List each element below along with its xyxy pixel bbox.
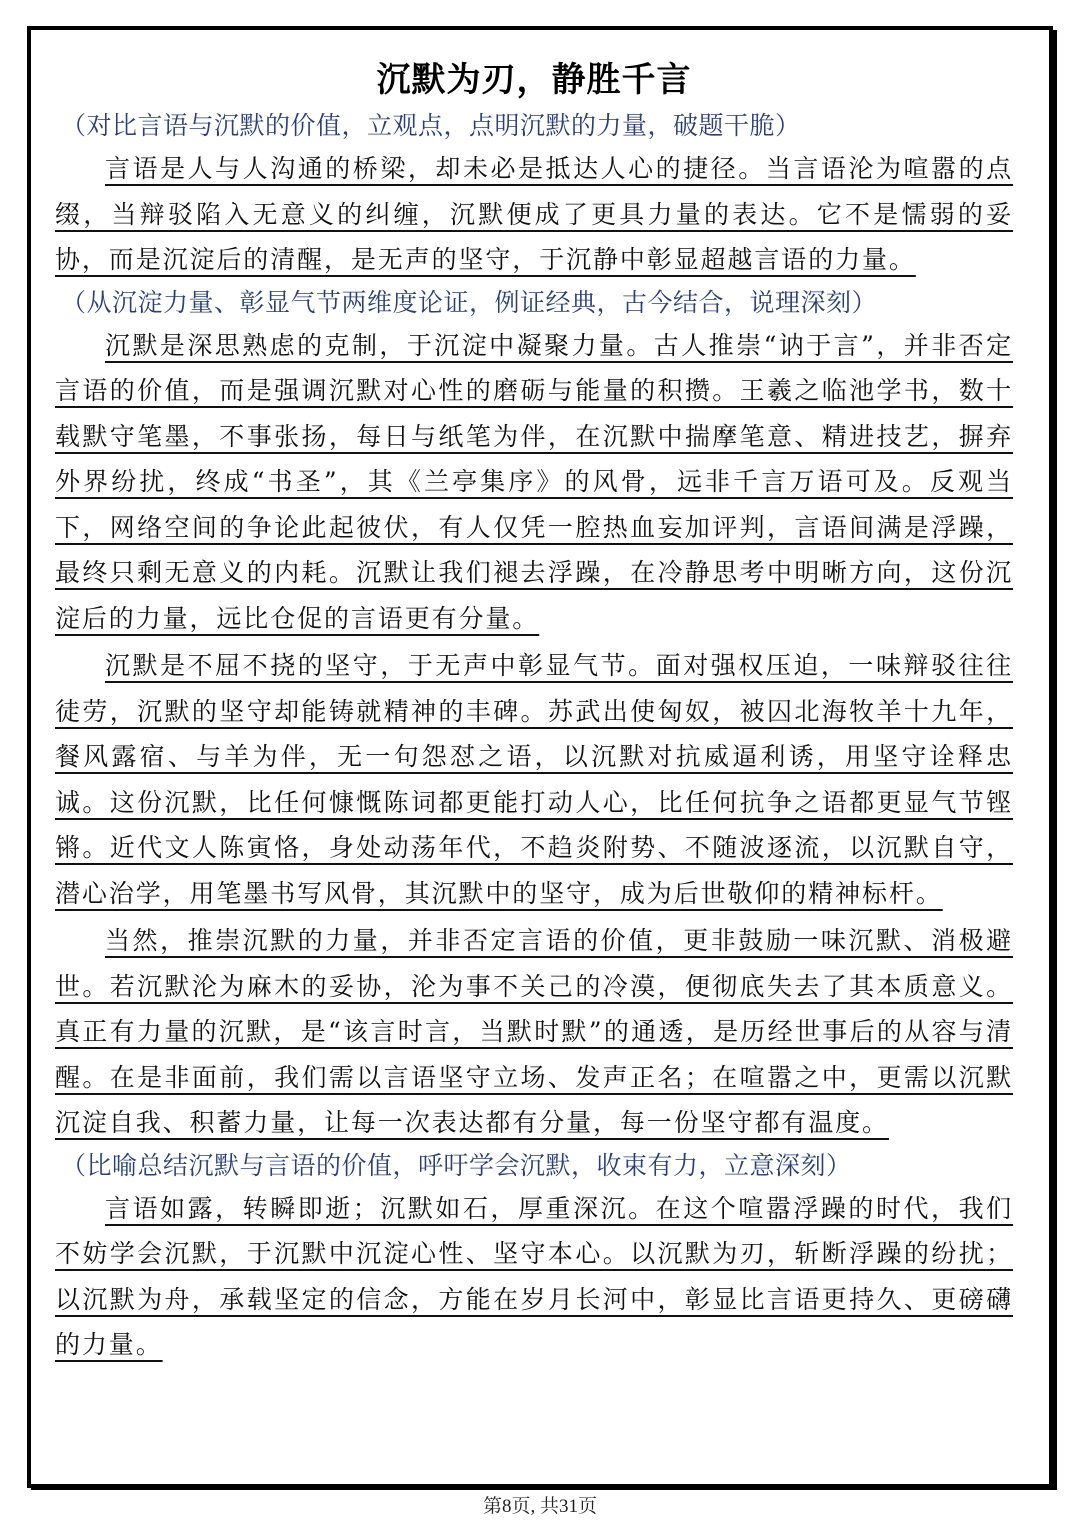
paragraph-intro: [55, 146, 1013, 283]
annotation-argument: （从沉淀力量、彰显气节两维度论证，例证经典，古今结合，说理深刻）: [61, 287, 878, 317]
page-number: 第8页, 共31页: [482, 1496, 597, 1517]
page-frame: [27, 26, 1053, 1488]
essay-title: 沉默为刃，静胜千言: [376, 60, 692, 100]
paragraph-argument-2: [55, 643, 1013, 916]
paragraph-text: 言语是人与人沟通的桥梁，却未必是抵达人心的捷径。当言语沦为喧嚣的点缀，当辩驳陷入无意义的纠缠，沉默便成了更具力量的表达。它不是懦弱的妥协，而是沉淀后的清醒，是无声的坚守，于沉静中彰显超越言语的力量。: [55, 154, 1013, 274]
paragraph-text: 当然，推崇沉默的力量，并非否定言语的价值，更非鼓励一味沉默、消极避世。若沉默沦为麻木的妥协，沦为事不关己的冷漠，便彻底失去了其本质意义。真正有力量的沉默，是“该言时言，当默时默”的通透，是历经世事后的从容与清醒。在是非面前，我们需以言语坚守立场、发声正名；在喧嚣之中，更需以沉默沉淀自我、积蓄力量，让每一次表达都有分量，每一份坚守都有温度。: [55, 926, 1013, 1137]
paragraph-text: 言语如露，转瞬即逝；沉默如石，厚重深沉。在这个喧嚣浮躁的时代，我们不妨学会沉默，于沉默中沉淀心性、坚守本心。以沉默为刃，斩断浮躁的纷扰；以沉默为舟，承载坚定的信念，方能在岁月长河中，彰显比言语更持久、更磅礴的力量。: [55, 1193, 1013, 1359]
paragraph-argument-3: [55, 918, 1013, 1146]
paragraph-text: 沉默是不屈不挠的坚守，于无声中彰显气节。面对强权压迫，一味辩驳往往徒劳，沉默的坚守却能铸就精神的丰碑。苏武出使匈奴，被囚北海牧羊十九年，餐风露宿、与羊为伴，无一句怨怼之语，以沉默对抗威逼利诱，用坚守诠释忠诚。这份沉默，比任何慷慨陈词都更能打动人心，比任何抗争之语都更显气节铿锵。近代文人陈寅恪，身处动荡年代，不趋炎附势、不随波逐流，以沉默自守，潜心治学，用笔墨书写风骨，其沉默中的坚守，成为后世敬仰的精神标杆。: [55, 651, 1013, 908]
annotation-conclusion: （比喻总结沉默与言语的价值，呼吁学会沉默，收束有力，立意深刻）: [61, 1150, 852, 1180]
essay-body: [55, 54, 1013, 1368]
paragraph-argument-1: [55, 323, 1013, 642]
frame-shadow-bottom: [31, 1484, 1057, 1490]
paragraph-text: 沉默是深思熟虑的克制，于沉淀中凝聚力量。古人推崇“讷于言”，并非否定言语的价值，而是强调沉默对心性的磨砺与能量的积攒。王羲之临池学书，数十载默守笔墨，不事张扬，每日与纸笔为伴，在沉默中揣摩笔意、精进技艺，摒弃外界纷扰，终成“书圣”，其《兰亭集序》的风骨，远非千言万语可及。反观当下，网络空间的争论此起彼伏，有人仅凭一腔热血妄加评判，言语间满是浮躁，最终只剩无意义的内耗。沉默让我们褪去浮躁，在冷静思考中明晰方向，这份沉淀后的力量，远比仓促的言语更有分量。: [55, 330, 1013, 633]
annotation-intro: （对比言语与沉默的价值，立观点，点明沉默的力量，破题干脆）: [61, 111, 801, 140]
frame-shadow-right: [1053, 30, 1057, 1490]
paragraph-conclusion: [55, 1186, 1013, 1368]
